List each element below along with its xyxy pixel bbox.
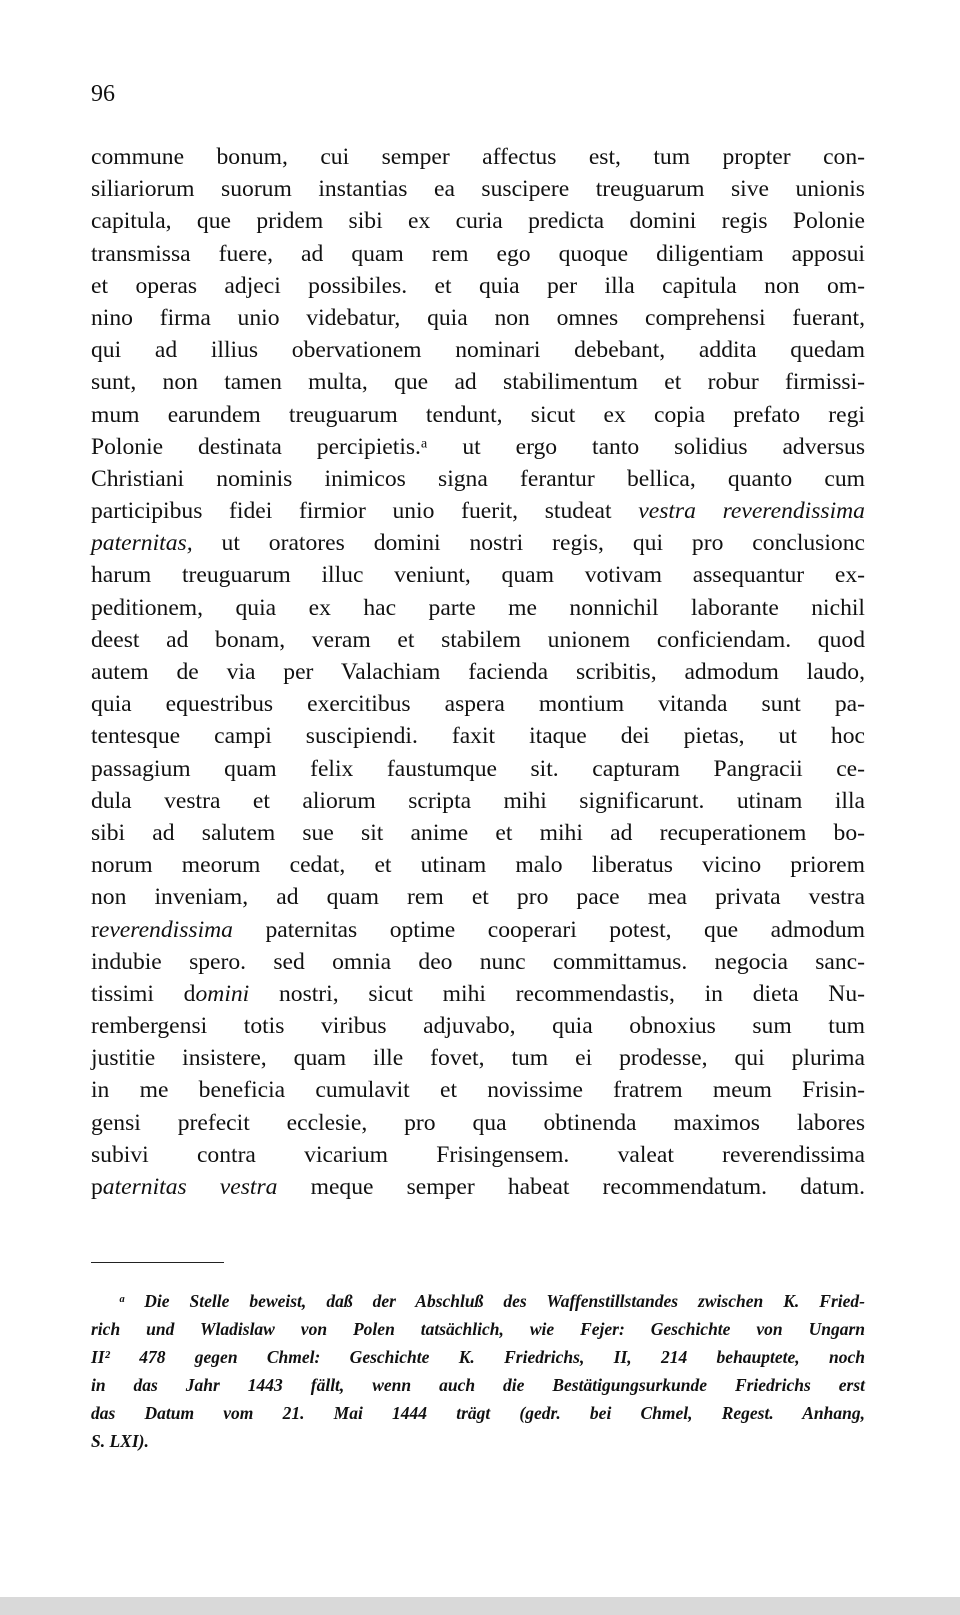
text-segment: dula vestra et aliorum scripta mihi significarunt. utinam illa: [91, 787, 865, 814]
text-line: [91, 1139, 865, 1171]
text-line: [91, 881, 865, 913]
text-segment: rembergensi totis viribus adjuvabo, quia obnoxius sum tum: [91, 1013, 865, 1040]
text-segment: autem de via per Valachiam facienda scribitis, admodum laudo,: [91, 659, 865, 685]
italic-text-segment: everendissima: [98, 916, 233, 943]
footnote-line: II² 478 gegen Chmel: Geschichte K. Friedrichs, II, 214 behauptete, noch: [91, 1347, 865, 1367]
text-line: [91, 656, 865, 688]
text-segment: non inveniam, ad quam rem et pro pace mea privata vestra: [91, 884, 865, 911]
text-line: [91, 1171, 865, 1203]
text-segment: Polonie destinata percipietis.ᵃ ut ergo tanto solidius adversus: [91, 433, 865, 460]
text-segment: p: [91, 1174, 103, 1200]
scan-bottom-edge: [0, 1597, 960, 1615]
footnote-separator: [91, 1262, 224, 1263]
text-line: [91, 592, 865, 624]
text-segment: ut oratores domini nostri regis, qui pro conclusionc: [192, 530, 865, 557]
text-line: [91, 914, 865, 946]
italic-text-segment: aternitas vestra: [102, 1174, 278, 1200]
footnote: [91, 1287, 865, 1455]
text-line: [91, 463, 865, 495]
text-line: [91, 527, 865, 559]
text-segment: indubie spero. sed omnia deo nunc committamus. negocia sanc-: [91, 948, 865, 975]
text-segment: tentesque campi suscipiendi. faxit itaque dei pietas, ut hoc: [91, 723, 865, 750]
text-segment: justitie insistere, quam ille fovet, tum ei prodesse, qui plurima: [91, 1045, 865, 1072]
text-segment: qui ad illius obervationem nominari debebant, addita quedam: [91, 337, 865, 364]
text-line: [91, 399, 865, 431]
text-line: [91, 270, 865, 302]
text-segment: passagium quam felix faustumque sit. capturam Pangracii ce-: [91, 755, 865, 782]
text-line: [91, 334, 865, 366]
text-line: [91, 624, 865, 656]
text-segment: participibus fidei firmior unio fuerit, studeat: [91, 498, 639, 525]
text-segment: commune bonum, cui semper affectus est, tum propter con-: [91, 144, 865, 170]
text-line: [91, 978, 865, 1010]
italic-text-segment: paternitas,: [91, 530, 193, 557]
text-line: [91, 238, 865, 270]
text-segment: quia equestribus exercitibus aspera montium vitanda sunt pa-: [91, 691, 865, 718]
text-line: [91, 817, 865, 849]
text-line: [91, 302, 865, 334]
text-segment: sibi ad salutem sue sit anime et mihi ad recuperationem bo-: [91, 819, 865, 846]
text-line: [91, 1042, 865, 1074]
footnote-line: ᵃ Die Stelle beweist, daß der Abschluß des Waffenstillstandes zwischen K. Fried-: [119, 1291, 865, 1311]
text-segment: sunt, non tamen multa, que ad stabilimentum et robur firmissi-: [91, 369, 865, 396]
text-segment: nino firma unio videbatur, quia non omnes comprehensi fuerant,: [91, 304, 865, 331]
text-segment: capitula, que pridem sibi ex curia predicta domini regis Polonie: [91, 208, 865, 235]
footnote-line: das Datum vom 21. Mai 1444 trägt (gedr. bei Chmel, Regest. Anhang,: [91, 1403, 865, 1423]
text-segment: gensi prefecit ecclesie, pro qua obtinenda maximos labores: [91, 1109, 865, 1136]
text-line: [91, 141, 865, 173]
text-segment: et operas adjeci possibiles. et quia per illa capitula non om-: [91, 272, 865, 299]
text-line: [91, 559, 865, 591]
text-line: [91, 431, 865, 463]
footnote-line: rich und Wladislaw von Polen tatsächlich, wie Fejer: Geschichte von Ungarn: [91, 1319, 865, 1339]
text-line: [91, 849, 865, 881]
text-line: [91, 688, 865, 720]
text-segment: subivi contra vicarium Frisingensem. valeat reverendissima: [91, 1141, 865, 1168]
text-segment: transmissa fuere, ad quam rem ego quoque diligentiam apposui: [91, 240, 865, 267]
italic-text-segment: vestra reverendissima: [638, 498, 865, 525]
text-segment: r: [91, 916, 99, 943]
text-segment: paternitas optime cooperari potest, que admodum: [232, 916, 865, 943]
text-line: [91, 753, 865, 785]
text-segment: Christiani nominis inimicos signa ferantur bellica, quanto cum: [91, 465, 865, 492]
text-line: [91, 495, 865, 527]
text-line: [91, 785, 865, 817]
page-number: 96: [91, 81, 115, 107]
text-segment: deest ad bonam, veram et stabilem unionem conficiendam. quod: [91, 626, 865, 653]
text-segment: peditionem, quia ex hac parte me nonnichil laborante nichil: [91, 594, 865, 621]
text-line: [91, 173, 865, 205]
text-segment: in me beneficia cumulavit et novissime fratrem meum Frisin-: [91, 1077, 865, 1104]
footnote-line: in das Jahr 1443 fällt, wenn auch die Bestätigungsurkunde Friedrichs erst: [91, 1375, 865, 1395]
text-segment: norum meorum cedat, et utinam malo liberatus vicino priorem: [91, 852, 865, 879]
text-segment: nostri, sicut mihi recommendastis, in dieta Nu-: [249, 980, 865, 1007]
text-line: [91, 366, 865, 398]
text-segment: siliariorum suorum instantias ea suscipere treuguarum sive unionis: [91, 176, 865, 203]
text-line: [91, 205, 865, 237]
italic-text-segment: omini: [195, 980, 250, 1007]
text-line: [91, 1107, 865, 1139]
text-line: [91, 720, 865, 752]
body-text: [91, 141, 865, 1203]
text-segment: mum earundem treuguarum tendunt, sicut ex copia prefato regi: [91, 401, 865, 428]
text-segment: tissimi d: [91, 980, 196, 1007]
text-line: [91, 1074, 865, 1106]
text-segment: meque semper habeat recommendatum. datum.: [277, 1174, 865, 1200]
text-segment: harum treuguarum illuc veniunt, quam votivam assequantur ex-: [91, 562, 865, 589]
text-line: [91, 946, 865, 978]
text-line: [91, 1010, 865, 1042]
footnote-line: S. LXI).: [91, 1431, 149, 1451]
